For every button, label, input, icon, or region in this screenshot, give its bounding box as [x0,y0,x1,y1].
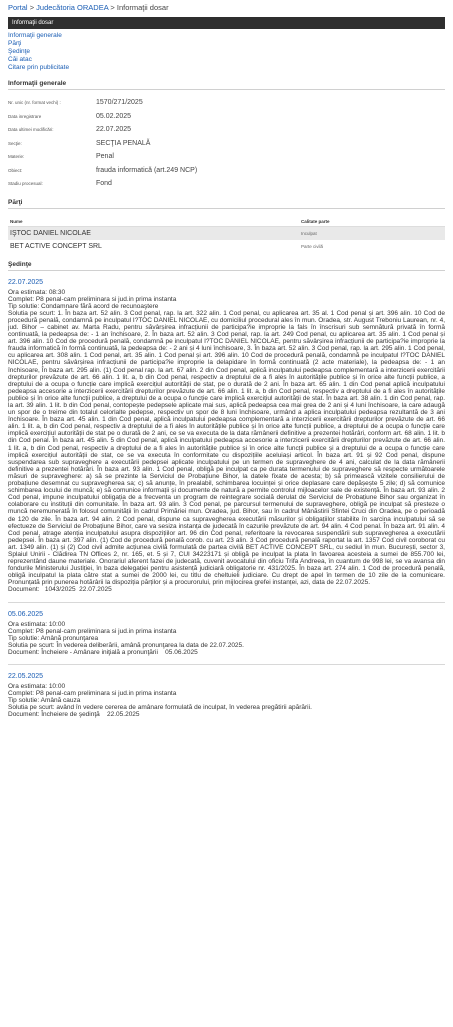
hearing-document: Document: 1043/2025 22.07.2025 [8,586,112,594]
divider [8,602,445,603]
party-name: BET ACTIVE CONCEPT SRL [10,242,102,250]
header-bar-title: Informaţii dosar [12,20,54,26]
hearing-panel: Complet: P8 penal-cam preliminara si jud.in prima instanta [8,295,177,303]
info-label: Obiect: [8,167,23,173]
info-row [8,164,445,178]
info-row [8,123,445,137]
parti-table-header [8,217,445,227]
info-label: Data inregistrare [8,113,42,119]
breadcrumb-current: Informaţii dosar [116,3,169,12]
info-value: SECŢIA PENALĂ [96,139,151,147]
hearing-date: 22.07.2025 [8,278,44,286]
column-header-name: Nume [10,218,23,224]
hearing-item [8,671,445,718]
party-calitate: Inculpat [301,230,317,236]
hearing-document: Document: Încheiere - Amânare iniţială a pronunţării 05.06.2025 [8,648,198,656]
info-row [8,177,445,191]
section-links [8,32,445,72]
link-sedinte[interactable]: Şedinţe [8,48,31,55]
hearing-time: Ora estimata: 10:00 [8,683,66,690]
divider [8,664,445,665]
info-label: Secţie: [8,140,22,146]
hearing-solution-type: Tip solutie: Amână pronunţarea [8,634,99,642]
link-cai-atac[interactable]: Căi atac [8,56,32,63]
parti-section-title: Părţi [8,199,445,209]
hearing-document: Document: Încheiere de şedinţă 22.05.2025 [8,711,140,719]
table-row [8,240,445,253]
info-value: 05.02.2025 [96,112,132,120]
header-bar [8,17,445,29]
breadcrumb-portal-link[interactable]: Portal [8,3,28,12]
hearing-panel: Complet: P8 penal-cam preliminara si jud.in prima instanta [8,627,177,635]
column-header-calitate: Calitate parte [301,218,330,224]
party-name: IŞTOC DANIEL NICOLAE [10,229,91,237]
hearing-solution-type: Tip solutie: Amână cauza [8,697,81,705]
breadcrumb [8,3,445,13]
info-label: Data ultimei modificări: [8,127,54,133]
breadcrumb-court-link[interactable]: Judecătoria ORADEA [36,3,109,12]
breadcrumb-separator: > [110,3,115,12]
hearing-item [8,277,445,594]
info-value: Fond [96,180,112,188]
hearing-time: Ora estimata: 08:30 [8,288,66,296]
info-value: 1570/271/2025 [96,99,143,107]
link-informatii-generale[interactable]: Informaţii generale [8,32,62,39]
hearing-solution-summary: Solutia pe scurt: 1. În baza art. 52 alin. 3 Cod penal, rap. la art. 322 alin. 1 Cod penal, cu aplicarea art. 35 al. 1 Cod penal și art. 396 alin. 10 Cod de procedură penală, condamnă pe inculpatul I?TOC DANIEL NICOLAE, cu domiciliul procedural ales în mun. Oradea, str. August Treboniu Laurean, nr. 4, jud. Bihor – cabinet av. Marta Radu, pentru săvârșirea infracțiunii de participa?ie improprie la fals în înscrisuri sub semnătură privată în formă continuată, la pedeapsa de: - 1 an închisoare, 2. În baza art. 52 alin. 3 Cod penal, rap. la art. 249 Cod penal, cu aplicarea art. 35 alin. 1 Cod penal și art. 396 alin. 10 Cod de procedură penală, condamnă pe inculpatul I?TOC DANIEL NICOLAE, pentru săvârșirea infracțiunii de participa?ie improprie la frauda informatică în formă continuată, la pedeapsa de: - 2 ani și 4 luni închisoare, 3. În baza art. 52 alin. 3 Cod penal, rap. la art. 295 alin. 1 Cod penal, cu aplicarea art. 308 alin. 1 Cod penal, art. 35 alin. 1 Cod penal și art. 396 alin. 10 Cod de procedură penală, condamnă pe inculpatul I?TOC DANIEL NICOLAE, pentru săvârșirea infracțiunii de participa?ie improprie la delapidare în formă continuată (2 acte materiale), la pedeapsa de: - 1 an închisoare, În baza art. 295 alin. (1) Cod penal rap. la art. 67 alin. 2 din Cod penal, aplică inculpatului pedeapsa complementară a interzicerii exercitării drepturilor prevăzute de art. 66 alin. 1 lit. a, b din Cod penal, respectiv a dreptului de a fi ales în autoritățile publice și în orice alte funcții publice, a dreptului de a ocupa o funcție care implică exercițiul autorității de stat, pe o durată de 2 ani. În baza art. 65 alin. 1 din Cod penal aplică inculpatului pedeapsa accesorie a interzicerii exercitării drepturilor prevăzute de art. 66 alin. 1 lit. a, b din Cod penal, respectiv a dreptului de a fi ales în autoritățile publice și în orice alte funcții publice, a dreptului de a ocupa o funcție care implică exercițiul autorității de stat. În baza art. 38 alin. 1 din Cod penal, rap. la art. 39 alin. 1 lit. b din Cod penal, contopește pedepsele aplicate mai sus, aplică pedeapsa cea mai grea de 2 ani și 4 luni închisoare, la care adaugă un spor de o treime din totalul celorlalte pedepse, respectiv un spor de 8 luni închisoare, urmând a aplica inculpatului pedeapsa rezultantă de 3 ani închisoare. În baza art. 45 alin. 1 din Cod penal, aplică inculpatului pedeapsa complementară a interzicerii exercitării drepturilor prevăzute de art. 66 alin. 1 lit. a, b din Cod penal, respectiv a dreptului de a fi ales în autoritățile publice și în orice alte funcții publice, a dreptului de a ocupa o funcție care implică exercițiul autorității de stat pe o durată de 2 ani, ce se va executa de la data rămânerii definitive a prezentei hotărâri, conform art. 68 alin. 1 lit. b din Cod penal. În baza art. 45 alin. 5 din Cod penal, aplică inculpatului pedeapsa accesorie a interzicerii exercitării drepturilor prevăzute de art. 66 alin. 1 lit. a, b din Cod penal, respectiv a dreptului de a fi ales în autoritățile publice și în orice alte funcții publice și a dreptului de a ocupa o funcție care implică exercițiul autorității de stat, ce se va executa în conformitate cu dispozițiile aceluiași articol. În baza art. 91 și 92 Cod penal, dispune suspendarea sub supraveghere a executării pedepsei aplicate inculpatului pe un termen de supraveghere de 4 ani, calculat de la data rămânerii definitive a prezentei hotărâri. În baza art. 93 alin. 1 Cod penal, obligă pe inculpat ca pe durata termenului de supraveghere să respecte următoarele măsuri de supraveghere: a) să se prezinte la Serviciul de Probațiune Bihor, la datele fixate de acesta; b) să primească vizitele consilierului de probațiune desemnat cu supravegherea sa; c) să anunțe, în prealabil, schimbarea locuinței și orice deplasare care depășește 5 zile; d) să comunice schimbarea locului de muncă; e) să comunice informații și documente de natură a permite controlul mijloacelor sale de existență. În baza art. 93 alin. 2 Cod penal, impune inculpatului obligația de a frecventa un program de reintegrare socială derulat de Serviciul de Probațiune Bihor sau organizat în colaborare cu instituții din comunitate. În baza art. 93 alin. 3 Cod penal, pe parcursul termenului de supraveghere, obligă pe inculpat să presteze o muncă neremunerată în folosul comunității în cadrul Primăriei mun. Oradea, jud. Bihor, sau în cadrul Mânăstirii Sfintei Cruci din Oradea, pe o perioadă de 120 de zile. În baza art. 94 alin. 2 Cod penal, dispune ca supravegherea executării măsurilor și obligațiilor stabilite în sarcina inculpatului să se efectueze de Serviciul de Probațiune Bihor, care va sesiza instanța de judecată în cazurile prevăzute de art. 94 alin. 4 Cod penal. În baza art. 91 alin. 4 Cod penal, atrage atenția inculpatului asupra dispozițiilor art. 96 din Cod penal, referitoare la revocarea suspendării sub supravegherea a executării pedepsei. În baza art. 397 alin. (1) Cod de procedură penală corob. cu art. 23 alin. 3 Cod procedură penală raportat la art. 1357 Cod civil coroborat cu art. 1349 alin. (1) și (2) Cod civil admite acțiunea civilă formulată de partea civilă BET ACTIVE CONCEPT SRL, cu sediul în mun. București, sector 3, Splaiul Unirii - Clădirea TN Offices 2, nr. 165, et. 5 și 7, CUI 34223171 și obligă pe inculpat la plata în favoarea acesteia a sumei de 855.700 lei, reprezentând daune materiale. Onorariul aferent fazei de judecată, cuvenit avocatului din oficiu Trifa Andreea, în cuantum de 998 lei, se va avansa din fondurile Ministerului Justiției, în baza delegației pentru asistență judiciară obligatorie nr. 431/2025. În baza art. 274 alin. 1 Cod de procedură penală, obligă inculpatul la plata către stat a sumei de 2000 lei, cu titlu de cheltuieli judiciare. Cu drept de apel în termen de 10 zile de la comunicare. Pronunțată prin punerea hotărârii la dispoziția părților și a procurorului, prin mijlocirea grefei instanței, azi, data de 22.07.2025. [8,309,445,587]
link-parti[interactable]: Părţi [8,40,22,47]
breadcrumb-separator: > [29,3,35,12]
info-row [8,110,445,124]
link-citare-publicitate[interactable]: Citare prin publicitate [8,64,70,71]
hearing-panel: Complet: P8 penal-cam preliminara si jud.in prima instanta [8,690,177,698]
hearing-item [8,609,445,656]
info-value: Penal [96,153,114,161]
hearing-time: Ora estimata: 10:00 [8,620,66,628]
hearing-solution-type: Tip solutie: Condamnare fără acord de recunoaştere [8,302,159,310]
info-label: Nr. unic (nr. format vechi) : [8,100,61,106]
sedinte-section-title: Şedinţe [8,261,445,271]
info-row [8,96,445,110]
hearing-date: 05.06.2025 [8,610,44,618]
info-row [8,150,445,164]
general-info-table [8,96,445,191]
hearing-solution-summary: Solutia pe scurt: În vederea deliberării, amână pronunţarea la data de 22.07.2025. [8,641,244,649]
info-label: Stadiu procesual: [8,181,43,187]
hearing-date: 22.05.2025 [8,673,44,680]
hearing-solution-summary: Solutia pe scurt: având în vedere cererea de amânare formulată de inculpat, în vederea pregătirii apărării. [8,704,312,712]
info-label: Materie: [8,154,25,160]
party-calitate: Parte civilă [301,243,324,249]
info-row [8,137,445,151]
table-row [8,227,445,240]
info-value: 22.07.2025 [96,126,132,134]
info-value: frauda informatică (art.249 NCP) [96,166,198,174]
general-section-title: Informaţii generale [8,80,445,90]
